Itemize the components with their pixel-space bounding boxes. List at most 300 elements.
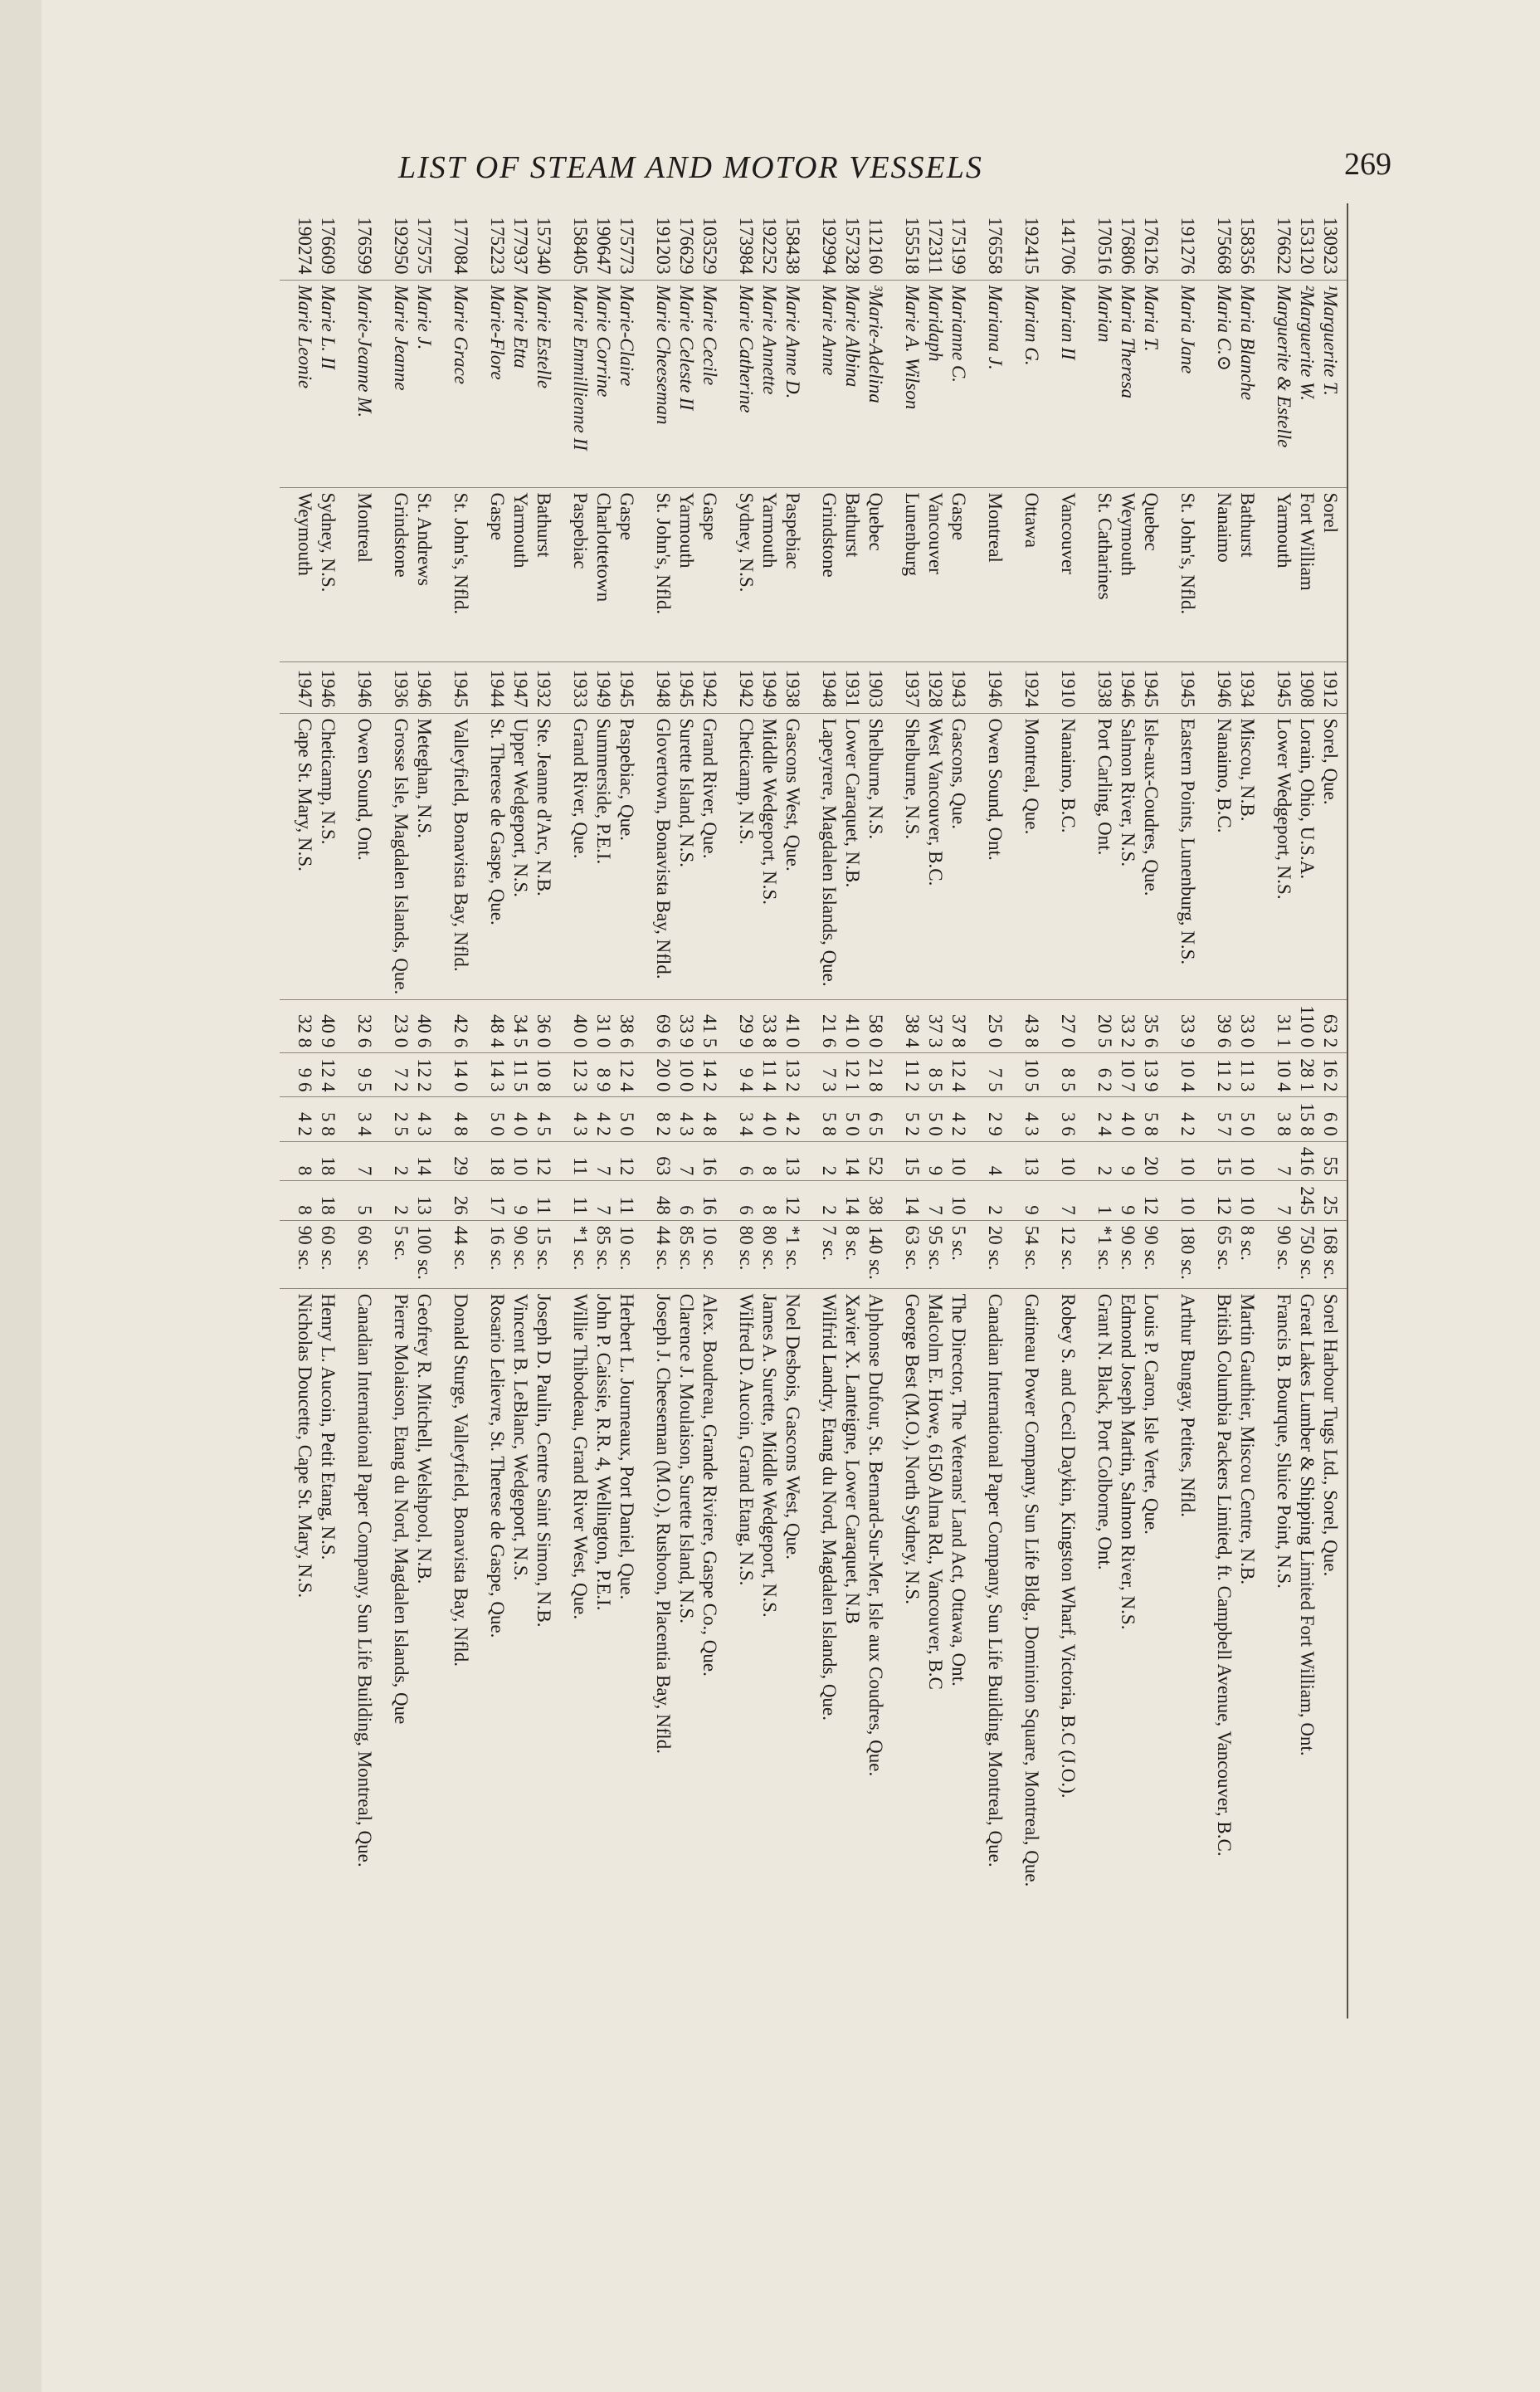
owner: Wilfred D. Aucoin, Grand Etang, N.S. bbox=[736, 1293, 757, 1586]
vessel-name: Marie Leonie bbox=[295, 285, 315, 389]
gross-tonnage: 10 bbox=[1058, 1156, 1079, 1176]
owner: Canadian International Paper Company, Sun Life Building, Montreal, Que. bbox=[354, 1293, 375, 1867]
year-built: 1945 bbox=[451, 669, 471, 708]
year-built-cell bbox=[1006, 661, 1043, 713]
official-number: 173984 bbox=[736, 217, 757, 275]
breadth: 9 4 bbox=[736, 1067, 757, 1092]
horsepower: 44 sc. bbox=[451, 1225, 471, 1271]
owner: Clarence J. Moulaison, Surette Island, N.S. bbox=[676, 1293, 697, 1624]
year-built-cell bbox=[887, 661, 970, 713]
breadth-cell bbox=[376, 1053, 436, 1097]
port-of-registry-cell bbox=[1199, 487, 1259, 661]
depth: 4 5 bbox=[534, 1111, 554, 1136]
official-number: 170516 bbox=[1094, 217, 1115, 275]
table-row-group bbox=[472, 203, 555, 2019]
net-tonnage: 2 bbox=[819, 1205, 840, 1215]
depth: 4 2 bbox=[782, 1111, 803, 1136]
year-built: 1903 bbox=[865, 669, 886, 708]
port-of-registry: Yarmouth bbox=[1274, 492, 1294, 569]
year-built-cell bbox=[1162, 661, 1199, 713]
length: 27 0 bbox=[1058, 1013, 1079, 1048]
year-built: 1942 bbox=[736, 669, 757, 708]
owner-cell bbox=[1043, 1288, 1079, 2019]
net-tonnage: 7 bbox=[593, 1205, 614, 1215]
length: 23 0 bbox=[391, 1013, 412, 1048]
official-number-cell bbox=[1162, 203, 1199, 280]
port-of-registry-cell bbox=[638, 487, 721, 661]
horsepower: 80 sc. bbox=[759, 1225, 780, 1271]
port-of-registry: St. John's, Nfld. bbox=[1177, 492, 1198, 615]
owner: Joseph J. Cheeseman (M.O.), Rushoon, Placentia Bay, Nfld. bbox=[653, 1293, 674, 1754]
vessel-name: Maria Jane bbox=[1177, 285, 1198, 374]
gross-tonnage: 20 bbox=[1141, 1156, 1162, 1176]
year-built: 1945 bbox=[616, 669, 637, 708]
official-number: 191203 bbox=[653, 217, 674, 275]
horsepower: 140 sc. bbox=[865, 1225, 886, 1280]
depth-cell bbox=[555, 1097, 638, 1141]
owner-cell bbox=[1006, 1288, 1043, 2019]
gross-tonnage-cell bbox=[339, 1141, 376, 1181]
place-built-cell bbox=[1162, 713, 1199, 1000]
official-number: 112160 bbox=[865, 217, 886, 275]
gross-tonnage: 11 bbox=[570, 1157, 591, 1176]
port-of-registry-cell bbox=[472, 487, 555, 661]
horsepower-cell bbox=[1259, 1220, 1348, 1288]
year-built: 1928 bbox=[925, 669, 946, 708]
length: 69 6 bbox=[653, 1013, 674, 1048]
length: 38 6 bbox=[616, 1013, 637, 1048]
place-built: Salmon River, N.S. bbox=[1118, 718, 1138, 867]
net-tonnage-cell bbox=[970, 1181, 1006, 1221]
gross-tonnage-cell bbox=[376, 1141, 436, 1181]
year-built: 1933 bbox=[570, 669, 591, 708]
year-built-cell bbox=[804, 661, 887, 713]
horsepower: 5 sc. bbox=[948, 1225, 969, 1261]
vessel-name: Maria Blanche bbox=[1237, 285, 1258, 401]
breadth: 14 2 bbox=[699, 1058, 720, 1092]
port-of-registry: Sorel bbox=[1320, 492, 1341, 534]
vessel-name: Marie Annette bbox=[759, 285, 780, 395]
length: 32 8 bbox=[295, 1013, 315, 1048]
official-number-cell bbox=[1079, 203, 1162, 280]
depth-cell bbox=[376, 1097, 436, 1141]
year-built: 1945 bbox=[1141, 669, 1162, 708]
horsepower: 85 sc. bbox=[676, 1225, 697, 1271]
net-tonnage-cell bbox=[804, 1181, 887, 1221]
breadth: 12 2 bbox=[414, 1058, 435, 1092]
depth-cell bbox=[1199, 1097, 1259, 1141]
port-of-registry-cell bbox=[1043, 487, 1079, 661]
vessel-name: Marie L. II bbox=[318, 285, 339, 370]
place-built: Owen Sound, Ont. bbox=[354, 718, 375, 861]
owner-cell bbox=[436, 1288, 472, 2019]
horsepower: *1 sc. bbox=[1094, 1225, 1115, 1271]
gross-tonnage: 8 bbox=[759, 1165, 780, 1176]
year-built: 1946 bbox=[1214, 669, 1235, 708]
official-number: 158405 bbox=[570, 217, 591, 275]
port-of-registry: Ottawa bbox=[1021, 492, 1042, 548]
vessel-name: Marie-Claire bbox=[616, 285, 637, 387]
port-of-registry: Fort William bbox=[1297, 492, 1318, 591]
owner: James A. Surette, Middle Wedgeport, N.S. bbox=[759, 1293, 780, 1618]
gross-tonnage: 9 bbox=[1118, 1165, 1138, 1176]
breadth: 11 3 bbox=[1237, 1059, 1258, 1092]
horsepower: 65 sc. bbox=[1214, 1225, 1235, 1271]
depth: 2 4 bbox=[1094, 1111, 1115, 1136]
vessel-name: Maridaph bbox=[925, 285, 946, 362]
depth: 3 4 bbox=[736, 1111, 757, 1136]
gross-tonnage: 10 bbox=[1177, 1156, 1198, 1176]
place-built: Nanaimo, B.C. bbox=[1058, 718, 1079, 833]
place-built-cell bbox=[804, 713, 887, 1000]
year-built: 1948 bbox=[819, 669, 840, 708]
net-tonnage: 6 bbox=[676, 1205, 697, 1215]
year-built: 1937 bbox=[902, 669, 923, 708]
horsepower-cell bbox=[970, 1220, 1006, 1288]
port-of-registry: Gaspe bbox=[487, 492, 508, 540]
horsepower-cell bbox=[804, 1220, 887, 1288]
place-built: Glovertown, Bonavista Bay, Nfld. bbox=[653, 718, 674, 979]
owner-cell bbox=[472, 1288, 555, 2019]
port-of-registry: Charlottetown bbox=[593, 492, 614, 603]
length: 39 6 bbox=[1214, 1013, 1235, 1048]
breadth-cell bbox=[436, 1053, 472, 1097]
net-tonnage-cell bbox=[280, 1181, 339, 1221]
owner: Donald Sturge, Valleyfield, Bonavista Bay, Nfld. bbox=[451, 1293, 471, 1667]
official-number: 176806 bbox=[1118, 217, 1138, 275]
place-built-cell bbox=[1079, 713, 1162, 1000]
breadth: 8 5 bbox=[1058, 1067, 1079, 1092]
place-built: Shelburne, N.S. bbox=[902, 718, 923, 840]
depth: 4 2 bbox=[593, 1111, 614, 1136]
depth: 5 8 bbox=[318, 1111, 339, 1136]
vessel-name: Marie Cecile bbox=[699, 285, 720, 386]
vessel-name-cell bbox=[339, 280, 376, 487]
table-row-group bbox=[804, 203, 887, 2019]
year-built: 1949 bbox=[593, 669, 614, 708]
owner: Louis P. Caron, Isle Verte, Que. bbox=[1141, 1293, 1162, 1535]
net-tonnage-cell bbox=[721, 1181, 804, 1221]
year-built-cell bbox=[721, 661, 804, 713]
official-number: 191276 bbox=[1177, 217, 1198, 275]
official-number: 175199 bbox=[948, 217, 969, 275]
gross-tonnage: 63 bbox=[653, 1156, 674, 1176]
port-of-registry: Bathurst bbox=[842, 492, 863, 558]
owner: Grant N. Black, Port Colborne, Ont. bbox=[1094, 1293, 1115, 1570]
horsepower: 20 sc. bbox=[985, 1225, 1006, 1271]
vessel-name-cell bbox=[638, 280, 721, 487]
length: 33 9 bbox=[1177, 1013, 1198, 1048]
depth-cell bbox=[638, 1097, 721, 1141]
breadth: 12 1 bbox=[842, 1058, 863, 1092]
net-tonnage: 11 bbox=[616, 1196, 637, 1215]
port-of-registry: Gaspe bbox=[948, 492, 969, 540]
place-built: Upper Wedgeport, N.S. bbox=[510, 718, 531, 898]
official-number: 158356 bbox=[1237, 217, 1258, 275]
page-number: 269 bbox=[1344, 147, 1391, 182]
vessel-register bbox=[112, 203, 1348, 2179]
breadth: 10 7 bbox=[1118, 1058, 1138, 1092]
official-number-cell bbox=[804, 203, 887, 280]
official-number: 157328 bbox=[842, 217, 863, 275]
year-built: 1946 bbox=[318, 669, 339, 708]
depth: 4 3 bbox=[676, 1111, 697, 1136]
breadth: 10 0 bbox=[676, 1058, 697, 1092]
net-tonnage: 14 bbox=[842, 1195, 863, 1215]
horsepower: 95 sc. bbox=[925, 1225, 946, 1271]
horsepower: *1 sc. bbox=[570, 1225, 591, 1271]
place-built: Sorel, Que. bbox=[1320, 718, 1341, 805]
official-number: 190274 bbox=[295, 217, 315, 275]
year-built: 1949 bbox=[759, 669, 780, 708]
vessel-name: Marguerite & Estelle bbox=[1274, 285, 1294, 448]
year-built-cell bbox=[1199, 661, 1259, 713]
year-built-cell bbox=[472, 661, 555, 713]
net-tonnage: 12 bbox=[1214, 1195, 1235, 1215]
depth-cell bbox=[721, 1097, 804, 1141]
gross-tonnage-cell bbox=[1079, 1141, 1162, 1181]
breadth: 16 2 bbox=[1320, 1058, 1341, 1092]
table-row-group bbox=[970, 203, 1006, 2019]
official-number: 153120 bbox=[1297, 217, 1318, 275]
horsepower: 10 sc. bbox=[699, 1225, 720, 1271]
vessel-name: ¹Marguerite T. bbox=[1320, 285, 1341, 396]
horsepower-cell bbox=[1162, 1220, 1199, 1288]
gross-tonnage-cell bbox=[887, 1141, 970, 1181]
official-number: 177937 bbox=[510, 217, 531, 275]
place-built: Nanaimo, B.C. bbox=[1214, 718, 1235, 833]
place-built-cell bbox=[376, 713, 436, 1000]
length: 41 0 bbox=[842, 1013, 863, 1048]
official-number-cell bbox=[721, 203, 804, 280]
net-tonnage: 7 bbox=[1274, 1205, 1294, 1215]
port-of-registry: Quebec bbox=[1141, 492, 1162, 551]
length-cell bbox=[1162, 1000, 1199, 1053]
horsepower-cell bbox=[1199, 1220, 1259, 1288]
gross-tonnage-cell bbox=[1162, 1141, 1199, 1181]
depth-cell bbox=[280, 1097, 339, 1141]
gross-tonnage: 7 bbox=[354, 1165, 375, 1176]
breadth-cell bbox=[1043, 1053, 1079, 1097]
vessel-name: Marie Cheeseman bbox=[653, 285, 674, 425]
net-tonnage-cell bbox=[1162, 1181, 1199, 1221]
vessel-table bbox=[280, 203, 1348, 2019]
table-row-group bbox=[1162, 203, 1199, 2019]
length-cell bbox=[1079, 1000, 1162, 1053]
official-number: 177575 bbox=[414, 217, 435, 275]
year-built-cell bbox=[436, 661, 472, 713]
table-row-group bbox=[436, 203, 472, 2019]
gross-tonnage-cell bbox=[280, 1141, 339, 1181]
depth: 5 7 bbox=[1214, 1111, 1235, 1136]
net-tonnage-cell bbox=[436, 1181, 472, 1221]
owner-cell bbox=[887, 1288, 970, 2019]
horsepower-cell bbox=[638, 1220, 721, 1288]
length: 63 2 bbox=[1320, 1013, 1341, 1048]
gross-tonnage: 10 bbox=[1237, 1156, 1258, 1176]
depth: 5 0 bbox=[487, 1111, 508, 1136]
length: 32 6 bbox=[354, 1013, 375, 1048]
vessel-name: ³Marie-Adelina bbox=[865, 285, 886, 403]
vessel-name: Marie Albina bbox=[842, 285, 863, 388]
port-of-registry: Bathurst bbox=[534, 492, 554, 558]
year-built-cell bbox=[1079, 661, 1162, 713]
year-built: 1946 bbox=[985, 669, 1006, 708]
net-tonnage-cell bbox=[339, 1181, 376, 1221]
place-built: Eastern Points, Lunenburg, N.S. bbox=[1177, 718, 1198, 965]
breadth: 21 8 bbox=[865, 1058, 886, 1092]
gross-tonnage: 8 bbox=[295, 1165, 315, 1176]
horsepower: 15 sc. bbox=[534, 1225, 554, 1271]
port-of-registry-cell bbox=[436, 487, 472, 661]
vessel-name-cell bbox=[1162, 280, 1199, 487]
gross-tonnage: 4 bbox=[985, 1165, 1006, 1176]
net-tonnage: 11 bbox=[534, 1196, 554, 1215]
breadth: 13 2 bbox=[782, 1058, 803, 1092]
breadth: 9 6 bbox=[295, 1067, 315, 1092]
breadth-cell bbox=[1006, 1053, 1043, 1097]
horsepower: 63 sc. bbox=[902, 1225, 923, 1271]
net-tonnage: 13 bbox=[414, 1195, 435, 1215]
breadth-cell bbox=[280, 1053, 339, 1097]
port-of-registry: Gaspe bbox=[616, 492, 637, 540]
port-of-registry: St. John's, Nfld. bbox=[653, 492, 674, 615]
vessel-name-cell bbox=[555, 280, 638, 487]
depth: 6 5 bbox=[865, 1111, 886, 1136]
port-of-registry-cell bbox=[280, 487, 339, 661]
table-row-group bbox=[1006, 203, 1043, 2019]
vessel-name: Marie Catherine bbox=[736, 285, 757, 413]
depth: 8 2 bbox=[653, 1111, 674, 1136]
length: 33 9 bbox=[676, 1013, 697, 1048]
official-number-cell bbox=[376, 203, 436, 280]
horsepower: 7 sc. bbox=[819, 1225, 840, 1261]
length-cell bbox=[721, 1000, 804, 1053]
port-of-registry-cell bbox=[1006, 487, 1043, 661]
vessel-name-cell bbox=[376, 280, 436, 487]
year-built-cell bbox=[970, 661, 1006, 713]
place-built: Lower Caraquet, N.B. bbox=[842, 718, 863, 888]
depth: 5 0 bbox=[842, 1111, 863, 1136]
year-built: 1931 bbox=[842, 669, 863, 708]
breadth-cell bbox=[1079, 1053, 1162, 1097]
breadth-cell bbox=[804, 1053, 887, 1097]
official-number: 192994 bbox=[819, 217, 840, 275]
depth: 4 0 bbox=[1118, 1111, 1138, 1136]
gross-tonnage: 2 bbox=[391, 1165, 412, 1176]
breadth: 11 2 bbox=[902, 1059, 923, 1092]
official-number-cell bbox=[339, 203, 376, 280]
owner: George Best (M.O.), North Sydney, N.S. bbox=[902, 1293, 923, 1605]
official-number-cell bbox=[970, 203, 1006, 280]
length-cell bbox=[887, 1000, 970, 1053]
breadth: 6 2 bbox=[1094, 1067, 1115, 1092]
owner: Nicholas Doucette, Cape St. Mary, N.S. bbox=[295, 1293, 315, 1599]
vessel-name-cell bbox=[970, 280, 1006, 487]
table-row-group bbox=[1043, 203, 1079, 2019]
port-of-registry-cell bbox=[1079, 487, 1162, 661]
length: 34 5 bbox=[510, 1013, 531, 1048]
place-built: Middle Wedgeport, N.S. bbox=[759, 718, 780, 906]
length: 20 5 bbox=[1094, 1013, 1115, 1048]
official-number: 175223 bbox=[487, 217, 508, 275]
gross-tonnage-cell bbox=[638, 1141, 721, 1181]
depth-cell bbox=[887, 1097, 970, 1141]
breadth-cell bbox=[339, 1053, 376, 1097]
breadth: 14 0 bbox=[451, 1058, 471, 1092]
length-cell bbox=[1006, 1000, 1043, 1053]
place-built: Grosse Isle, Magdalen Islands, Que. bbox=[391, 718, 412, 995]
official-number-cell bbox=[436, 203, 472, 280]
length-cell bbox=[555, 1000, 638, 1053]
horsepower-cell bbox=[436, 1220, 472, 1288]
official-number: 176629 bbox=[676, 217, 697, 275]
year-built: 1908 bbox=[1297, 669, 1318, 708]
net-tonnage: 6 bbox=[736, 1205, 757, 1215]
depth: 2 9 bbox=[985, 1111, 1006, 1136]
owner: Geofrey R. Mitchell, Welshpool, N.B. bbox=[414, 1293, 435, 1584]
place-built: Cape St. Mary, N.S. bbox=[295, 718, 315, 871]
year-built: 1945 bbox=[676, 669, 697, 708]
vessel-name: Maria C.⊙ bbox=[1214, 285, 1235, 372]
gross-tonnage: 15 bbox=[1214, 1156, 1235, 1176]
year-built: 1944 bbox=[487, 669, 508, 708]
net-tonnage: 9 bbox=[1021, 1205, 1042, 1215]
horsepower-cell bbox=[1006, 1220, 1043, 1288]
port-of-registry: Montreal bbox=[985, 492, 1006, 563]
gross-tonnage-cell bbox=[555, 1141, 638, 1181]
gross-tonnage-cell bbox=[721, 1141, 804, 1181]
breadth: 8 5 bbox=[925, 1067, 946, 1092]
length: 110 0 bbox=[1297, 1005, 1318, 1048]
length-cell bbox=[970, 1000, 1006, 1053]
net-tonnage: 48 bbox=[653, 1195, 674, 1215]
length-cell bbox=[472, 1000, 555, 1053]
port-of-registry: Yarmouth bbox=[676, 492, 697, 569]
port-of-registry: Lunenburg bbox=[902, 492, 923, 577]
breadth: 10 4 bbox=[1274, 1058, 1294, 1092]
place-built-cell bbox=[280, 713, 339, 1000]
vessel-name: Mariana J. bbox=[985, 285, 1006, 370]
place-built: Gascons West, Que. bbox=[782, 718, 803, 871]
net-tonnage-cell bbox=[1043, 1181, 1079, 1221]
vessel-name: Marie Celeste II bbox=[676, 285, 697, 411]
place-built: Lower Wedgeport, N.S. bbox=[1274, 718, 1294, 900]
owner: Herbert L. Journeaux, Port Daniel, Que. bbox=[616, 1293, 637, 1600]
year-built: 1932 bbox=[534, 669, 554, 708]
vessel-name: Marie Estelle bbox=[534, 285, 554, 389]
vessel-name-cell bbox=[472, 280, 555, 487]
length: 40 6 bbox=[414, 1013, 435, 1048]
horsepower: 12 sc. bbox=[1058, 1225, 1079, 1271]
port-of-registry: Yarmouth bbox=[510, 492, 531, 569]
net-tonnage: 8 bbox=[295, 1205, 315, 1215]
length: 33 0 bbox=[1237, 1013, 1258, 1048]
depth-cell bbox=[1162, 1097, 1199, 1141]
official-number-cell bbox=[280, 203, 339, 280]
place-built-cell bbox=[1043, 713, 1079, 1000]
place-built-cell bbox=[436, 713, 472, 1000]
place-built: Isle-aux-Coudres, Que. bbox=[1141, 718, 1162, 896]
gross-tonnage: 13 bbox=[1021, 1156, 1042, 1176]
breadth: 14 3 bbox=[487, 1058, 508, 1092]
net-tonnage: 10 bbox=[1177, 1195, 1198, 1215]
depth: 5 2 bbox=[902, 1111, 923, 1136]
year-built: 1943 bbox=[948, 669, 969, 708]
gross-tonnage: 7 bbox=[1274, 1165, 1294, 1176]
depth: 3 4 bbox=[354, 1111, 375, 1136]
breadth: 12 4 bbox=[948, 1058, 969, 1092]
